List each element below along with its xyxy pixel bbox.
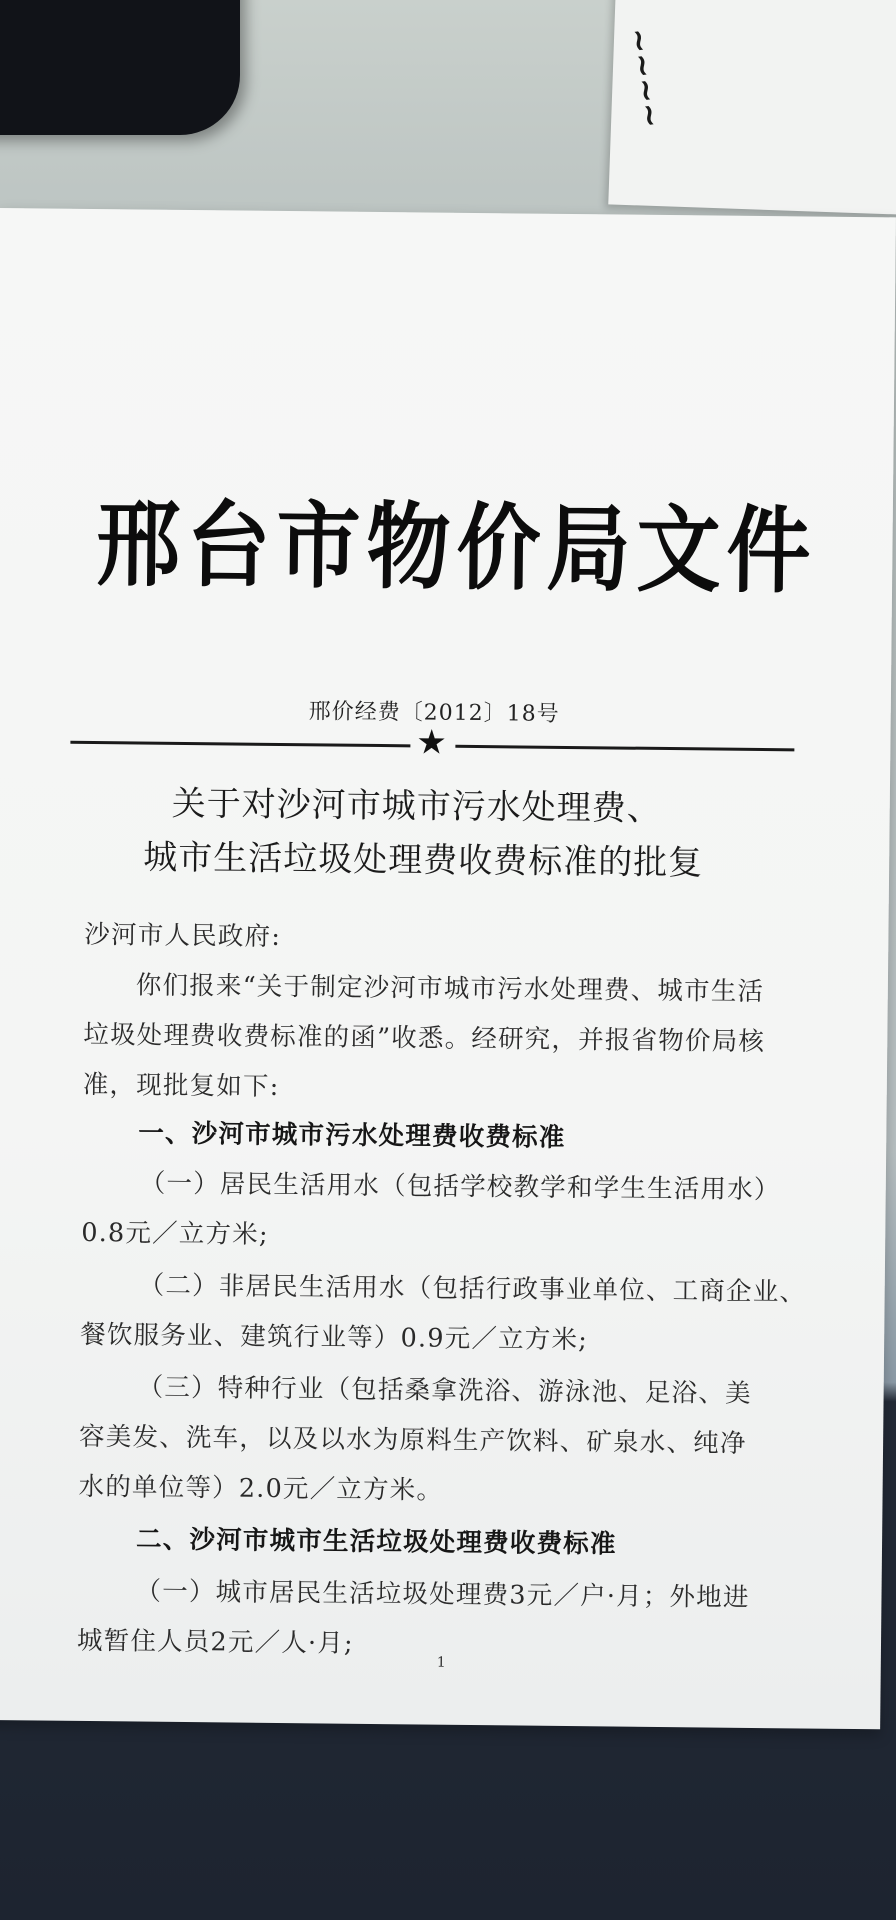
s1-item3-line1: （三）特种行业（包括桑拿洗浴、游泳池、足浴、美	[137, 1372, 752, 1409]
document-number: 邢价经费〔2012〕18号	[308, 699, 560, 727]
document-page	[0, 208, 896, 1729]
s1-item1-line2: 0.8元／立方米;	[81, 1217, 269, 1250]
page-number: 1	[436, 1654, 446, 1671]
s2-item1-line1: （一）城市居民生活垃圾处理费3元／户·月；外地进	[135, 1576, 750, 1613]
document-title-line-2: 城市生活垃圾处理费收费标准的批复	[142, 837, 704, 884]
document-title-line-1: 关于对沙河市城市污水处理费、	[171, 783, 662, 829]
intro-line-3: 准，现批复如下:	[82, 1069, 280, 1102]
s1-item2-line1: （二）非居民生活用水（包括行政事业单位、工商企业、	[138, 1270, 807, 1308]
issuer-title: 邢台市物价局文件	[95, 489, 818, 607]
section-2-heading: 二、沙河市城市生活垃圾处理费收费标准	[135, 1524, 617, 1560]
divider-line-right	[455, 745, 794, 752]
divider-line-left	[70, 741, 410, 748]
intro-line-1: 你们报来“关于制定沙河市城市污水处理费、城市生活	[135, 970, 765, 1008]
s2-item1-line2: 城暂住人员2元／人·月;	[76, 1625, 354, 1659]
s1-item3-line2: 容美发、洗车，以及以水为原料生产饮料、矿泉水、纯净	[78, 1421, 747, 1459]
background-paper	[608, 0, 896, 216]
dark-object	[0, 0, 240, 135]
handwriting-scribble: ~~~~	[619, 25, 669, 131]
header-divider	[70, 722, 794, 763]
s1-item3-line3: 水的单位等）2.0元／立方米。	[78, 1471, 444, 1506]
s1-item1-line1: （一）居民生活用水（包括学校教学和学生生活用水）	[139, 1168, 781, 1206]
section-1-heading: 一、沙河市城市污水处理费收费标准	[138, 1118, 566, 1153]
recipient: 沙河市人民政府:	[84, 919, 282, 952]
star-icon: ★	[416, 722, 448, 763]
intro-line-2: 垃圾处理费收费标准的函”收悉。经研究，并报省物价局核	[83, 1019, 766, 1058]
s1-item2-line2: 餐饮服务业、建筑行业等）0.9元／立方米;	[80, 1319, 589, 1356]
